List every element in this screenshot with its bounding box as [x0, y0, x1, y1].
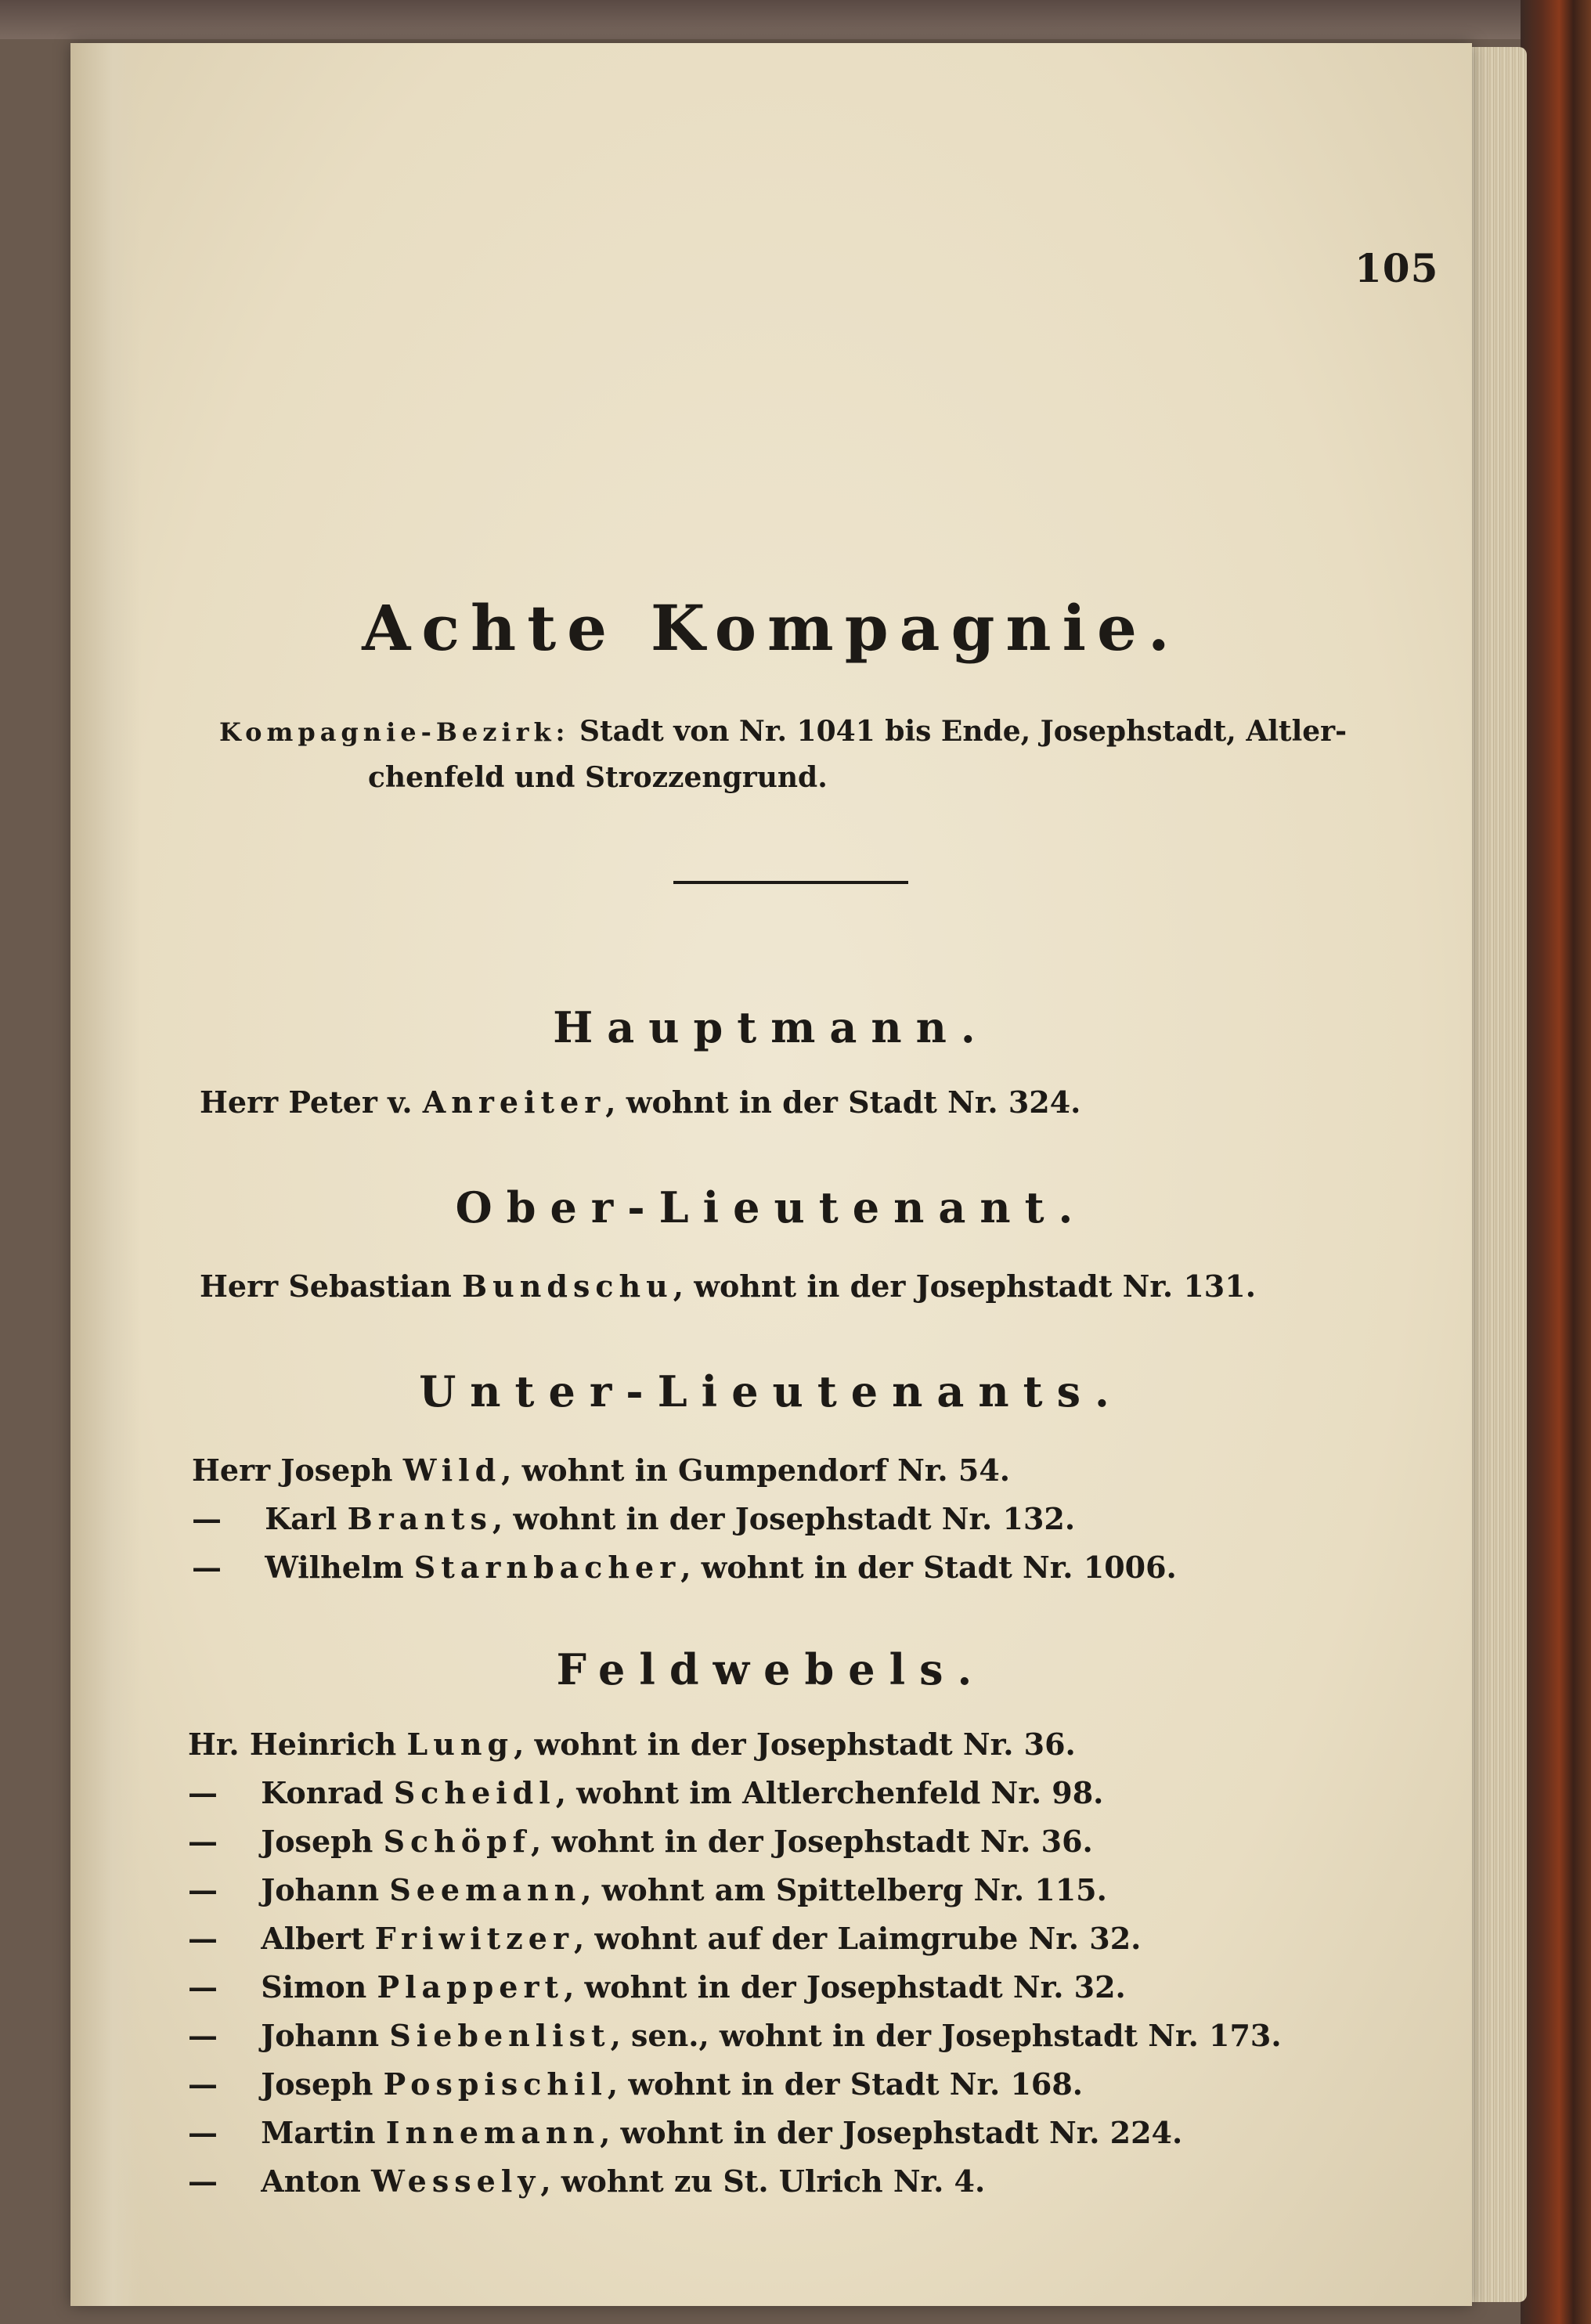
- section-title: Achte Kompagnie.: [362, 591, 1181, 665]
- entry-feldwebel: [188, 2066, 1083, 2102]
- entry-ober-lieutenant: [200, 1268, 1256, 1304]
- entry-feldwebel: [188, 2163, 985, 2199]
- page-gutter: [70, 43, 141, 2306]
- entry-address: , wohnt in der Josephstadt Nr. 131.: [673, 1268, 1256, 1304]
- divider-rule: [673, 881, 908, 884]
- entry-surname: Wessely: [371, 2163, 541, 2199]
- entry-unter-lieutenant: [192, 1501, 1075, 1536]
- entry-address: , wohnt in der Josephstadt Nr. 36.: [514, 1727, 1076, 1762]
- entry-surname: Scheidl: [393, 1775, 556, 1810]
- entry-surname: Lung: [406, 1727, 514, 1762]
- entry-feldwebel: [188, 1824, 1093, 1859]
- entry-address: , wohnt in der Josephstadt Nr. 32.: [564, 1969, 1126, 2005]
- entry-prefix: —: [188, 1969, 218, 2005]
- entry-address: , wohnt in Gumpendorf Nr. 54.: [501, 1452, 1010, 1488]
- entry-feldwebel: [188, 2115, 1182, 2150]
- entry-prefix: —: [188, 2115, 218, 2150]
- heading-ober-lieutenant: Ober-Lieutenant.: [455, 1182, 1088, 1232]
- entry-first-name: Heinrich: [249, 1727, 397, 1762]
- entry-prefix: —: [192, 1501, 222, 1536]
- entry-first-name: Anton: [261, 2163, 361, 2199]
- entry-first-name: Johann: [261, 1872, 380, 1907]
- entry-first-name: Sebastian: [288, 1268, 452, 1304]
- entry-prefix: Herr: [200, 1268, 279, 1304]
- entry-address: , wohnt in der Josephstadt Nr. 132.: [492, 1501, 1076, 1536]
- entry-feldwebel: [188, 2018, 1282, 2053]
- entry-first-name: Joseph: [261, 2066, 373, 2102]
- entry-feldwebel: [188, 1727, 1076, 1762]
- entry-first-name: Joseph: [280, 1452, 393, 1488]
- entry-prefix: —: [188, 1775, 218, 1810]
- entry-prefix: —: [192, 1550, 222, 1585]
- entry-address: , wohnt in der Stadt Nr. 1006.: [680, 1550, 1177, 1585]
- company-district: [219, 709, 1378, 800]
- entry-surname: Friwitzer: [374, 1921, 574, 1956]
- district-label: Kompagnie-Bezirk:: [219, 717, 570, 747]
- entry-feldwebel: [188, 1872, 1107, 1907]
- entry-prefix: Herr: [192, 1452, 271, 1488]
- entry-surname: Pospischil: [383, 2066, 608, 2102]
- entry-first-name: Wilhelm: [265, 1550, 404, 1585]
- entry-surname: Anreiter: [422, 1084, 606, 1120]
- entry-surname: Starnbacher: [413, 1550, 681, 1585]
- entry-surname: Bundschu: [462, 1268, 673, 1304]
- entry-first-name: Martin: [261, 2115, 376, 2150]
- book-cover-marbled-edge: [1521, 0, 1591, 2324]
- entry-prefix: —: [188, 2018, 218, 2053]
- page-number: 105: [1355, 245, 1439, 291]
- entry-prefix: —: [188, 1921, 218, 1956]
- entry-first-name: Peter v.: [288, 1084, 413, 1120]
- heading-unter-lieutenants: Unter-Lieutenants.: [419, 1366, 1124, 1416]
- entry-prefix: Hr.: [188, 1727, 240, 1762]
- entry-surname: Plappert: [377, 1969, 565, 2005]
- heading-feldwebels: Feldwebels.: [556, 1644, 987, 1694]
- entry-first-name: Joseph: [261, 1824, 373, 1859]
- entry-address: , wohnt in der Josephstadt Nr. 224.: [600, 2115, 1183, 2150]
- entry-surname: Brants: [347, 1501, 492, 1536]
- district-text-line2: chenfeld und Strozzengrund.: [368, 761, 828, 794]
- entry-first-name: Johann: [261, 2018, 380, 2053]
- entry-address: , wohnt in der Stadt Nr. 324.: [605, 1084, 1081, 1120]
- entry-unter-lieutenant: [192, 1550, 1177, 1585]
- entry-surname: Seemann: [389, 1872, 582, 1907]
- entry-address: , sen., wohnt in der Josephstadt Nr. 173.: [610, 2018, 1282, 2053]
- entry-surname: Innemann: [385, 2115, 601, 2150]
- district-text-line1: Stadt von Nr. 1041 bis Ende, Josephstadt, Altler-: [579, 715, 1347, 748]
- entry-address: , wohnt in der Josephstadt Nr. 36.: [531, 1824, 1093, 1859]
- entry-first-name: Konrad: [261, 1775, 384, 1810]
- entry-unter-lieutenant: [192, 1452, 1010, 1488]
- entry-feldwebel: [188, 1969, 1126, 2005]
- entry-address: , wohnt auf der Laimgrube Nr. 32.: [573, 1921, 1142, 1956]
- entry-prefix: —: [188, 1824, 218, 1859]
- entry-surname: Wild: [402, 1452, 502, 1488]
- book-page: [70, 43, 1472, 2306]
- entry-first-name: Karl: [265, 1501, 337, 1536]
- entry-address: , wohnt in der Stadt Nr. 168.: [607, 2066, 1083, 2102]
- entry-prefix: Herr: [200, 1084, 279, 1120]
- heading-hauptmann: Hauptmann.: [553, 1002, 990, 1052]
- entry-hauptmann: [200, 1084, 1081, 1120]
- entry-address: , wohnt am Spittelberg Nr. 115.: [581, 1872, 1107, 1907]
- entry-prefix: —: [188, 2163, 218, 2199]
- entry-prefix: —: [188, 2066, 218, 2102]
- entry-first-name: Albert: [261, 1921, 365, 1956]
- entry-first-name: Simon: [261, 1969, 367, 2005]
- entry-feldwebel: [188, 1921, 1141, 1956]
- entry-prefix: —: [188, 1872, 218, 1907]
- entry-surname: Siebenlist: [389, 2018, 611, 2053]
- entry-address: , wohnt im Altlerchenfeld Nr. 98.: [555, 1775, 1104, 1810]
- entry-address: , wohnt zu St. Ulrich Nr. 4.: [540, 2163, 986, 2199]
- book-cover-top: [0, 0, 1591, 39]
- entry-feldwebel: [188, 1775, 1103, 1810]
- entry-surname: Schöpf: [383, 1824, 532, 1859]
